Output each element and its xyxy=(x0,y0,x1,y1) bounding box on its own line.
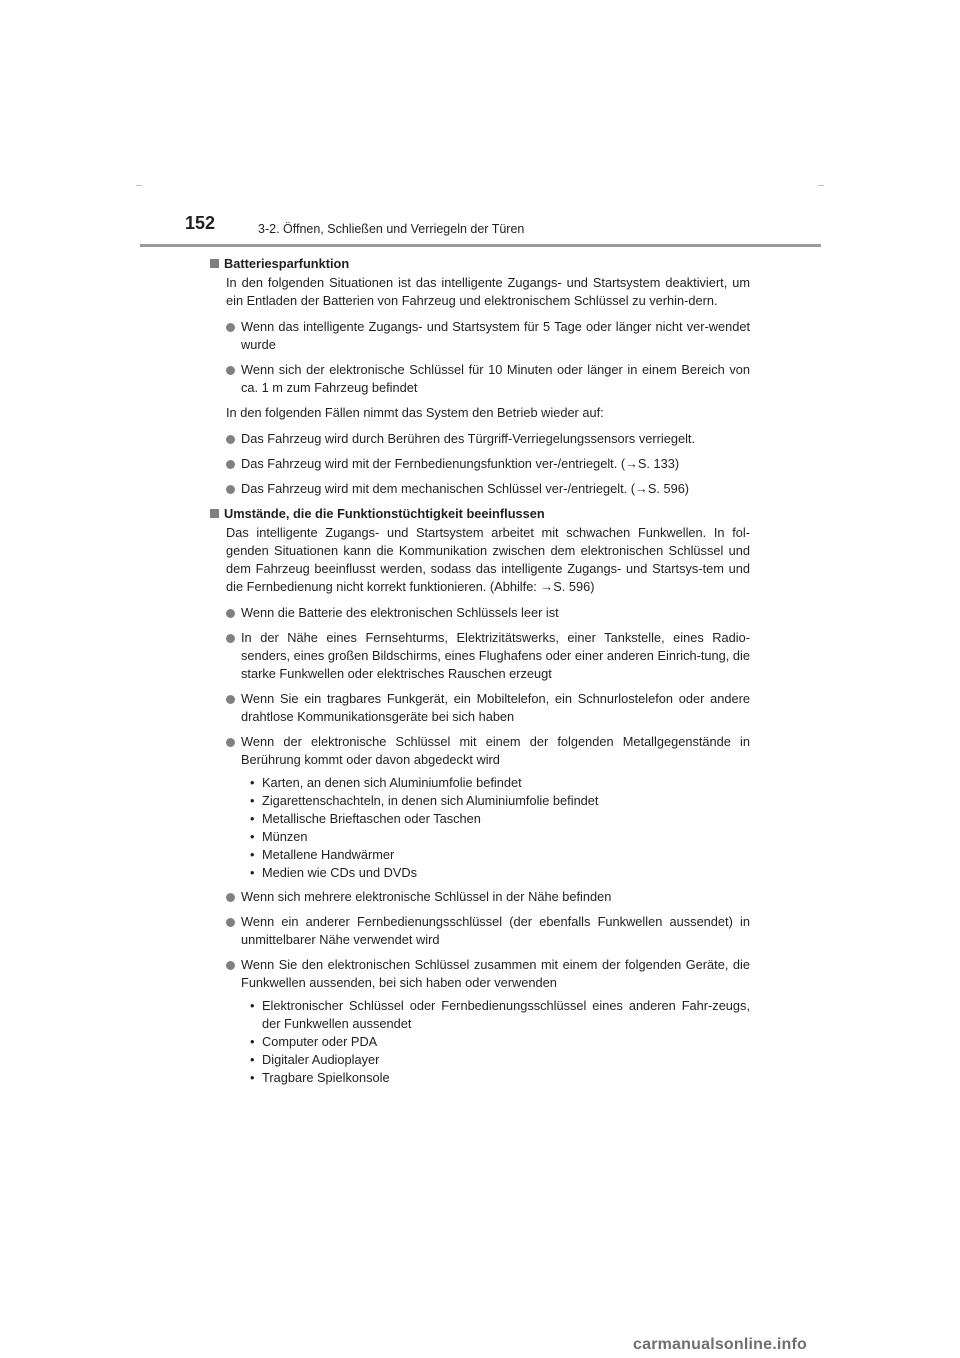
sub-list-item-text: Computer oder PDA xyxy=(262,1034,378,1049)
sub-list-item-text: Zigarettenschachteln, in denen sich Aluminiumfolie befindet xyxy=(262,793,599,808)
sub-list-item-text: Karten, an denen sich Aluminiumfolie befindet xyxy=(262,775,522,790)
sub-list-item-text: Digitaler Audioplayer xyxy=(262,1052,380,1067)
list-item xyxy=(226,733,750,769)
sub-list-item xyxy=(250,864,750,882)
bullet-point: • xyxy=(250,998,255,1013)
round-bullet-icon xyxy=(226,435,235,444)
round-bullet-icon xyxy=(226,460,235,469)
sub-list-item xyxy=(250,1051,750,1069)
watermark: carmanualsonline.info xyxy=(633,1336,808,1353)
bullet-point: • xyxy=(250,847,255,862)
list-item xyxy=(226,455,750,473)
list-item-text: Wenn der elektronische Schlüssel mit einem der folgenden Metallgegenstände in Berührung kommt oder davon abgedeckt wird xyxy=(241,734,750,767)
list-item xyxy=(226,956,750,992)
round-bullet-icon xyxy=(226,485,235,494)
square-bullet-icon xyxy=(210,509,219,518)
bullet-point: • xyxy=(250,1034,255,1049)
list-item xyxy=(226,913,750,949)
round-bullet-icon xyxy=(226,609,235,618)
crop-mark-right xyxy=(818,185,824,186)
paragraph: In den folgenden Fällen nimmt das System den Betrieb wieder auf: xyxy=(226,405,604,420)
bullet-point: • xyxy=(250,1052,255,1067)
sub-list-item xyxy=(250,997,750,1033)
section-heading xyxy=(210,255,750,273)
list-item-text: Wenn ein anderer Fernbedienungsschlüssel (der ebenfalls Funkwellen aussendet) in unmittelbarer Nähe verwendet wird xyxy=(241,914,750,947)
section-heading-text: Umstände, die die Funktionstüchtigkeit beeinflussen xyxy=(224,506,545,521)
sub-list-item xyxy=(250,1069,750,1087)
list-item-text: Wenn sich mehrere elektronische Schlüssel in der Nähe befinden xyxy=(241,889,612,904)
list-item xyxy=(226,604,750,622)
section xyxy=(210,255,750,498)
sub-list-item xyxy=(250,828,750,846)
round-bullet-icon xyxy=(226,323,235,332)
list-item xyxy=(226,888,750,906)
sub-list-item-text: Medien wie CDs und DVDs xyxy=(262,865,418,880)
paragraph: In den folgenden Situationen ist das intelligente Zugangs- und Startsystem deaktiviert, um ein Entladen der Batterien von Fahrzeug und elektronischem Schlüssel zu verhin-dern. xyxy=(226,275,750,308)
header-rule xyxy=(140,244,821,247)
list-item-text: Wenn die Batterie des elektronischen Schlüssels leer ist xyxy=(241,605,559,620)
page-number: 152 xyxy=(185,213,216,233)
list-item-text: Das Fahrzeug wird mit der Fernbedienungsfunktion ver-/entriegelt. (→S. 133) xyxy=(241,456,680,471)
list-item xyxy=(226,629,750,683)
square-bullet-icon xyxy=(210,259,219,268)
sub-list-item xyxy=(250,792,750,810)
list-item xyxy=(226,430,750,448)
sub-list xyxy=(250,997,750,1087)
round-bullet-icon xyxy=(226,634,235,643)
round-bullet-icon xyxy=(226,961,235,970)
list-item-text: Wenn Sie den elektronischen Schlüssel zusammen mit einem der folgenden Geräte, die Funkwellen aussenden, bei sich haben oder verwenden xyxy=(241,957,750,990)
paragraph: Das intelligente Zugangs- und Startsystem arbeitet mit schwachen Funkwellen. In fol-genden Situationen kann die Kommunikation zwischen dem elektronischen Schlüssel und dem Fahrzeug beeinflusst werden, sodass das intelligente Zugangs- und Startsys-tem und die Fernbedienung nicht korrekt funktionieren. (Abhilfe: →S. 596) xyxy=(226,525,750,594)
sub-list-item xyxy=(250,810,750,828)
section-heading xyxy=(210,505,750,523)
section-heading-text: Batteriesparfunktion xyxy=(224,256,350,271)
list-item xyxy=(226,361,750,397)
round-bullet-icon xyxy=(226,695,235,704)
sub-list-item-text: Tragbare Spielkonsole xyxy=(262,1070,390,1085)
list-item-text: Das Fahrzeug wird mit dem mechanischen Schlüssel ver-/entriegelt. (→S. 596) xyxy=(241,481,690,496)
sub-list-item-text: Metallische Brieftaschen oder Taschen xyxy=(262,811,481,826)
round-bullet-icon xyxy=(226,893,235,902)
bullet-point: • xyxy=(250,793,255,808)
list-item-text: Wenn sich der elektronische Schlüssel für 10 Minuten oder länger in einem Bereich von ca. 1 m zum Fahrzeug befindet xyxy=(241,362,750,395)
list-item-text: Wenn das intelligente Zugangs- und Startsystem für 5 Tage oder länger nicht ver-wendet wurde xyxy=(241,319,750,352)
bullet-point: • xyxy=(250,775,255,790)
bullet-point: • xyxy=(250,1070,255,1085)
section xyxy=(210,505,750,1087)
round-bullet-icon xyxy=(226,918,235,927)
list-item-text: Wenn Sie ein tragbares Funkgerät, ein Mobiltelefon, ein Schnurlostelefon oder andere drahtlose Kommunikationsgeräte bei sich haben xyxy=(241,691,750,724)
list-item-text: Das Fahrzeug wird durch Berühren des Türgriff-Verriegelungssensors verriegelt. xyxy=(241,431,696,446)
page-content xyxy=(210,255,750,1093)
bullet-point: • xyxy=(250,829,255,844)
round-bullet-icon xyxy=(226,738,235,747)
crop-mark-left xyxy=(136,185,142,186)
list-item xyxy=(226,318,750,354)
sub-list-item-text: Metallene Handwärmer xyxy=(262,847,395,862)
round-bullet-icon xyxy=(226,366,235,375)
section-title: 3-2. Öffnen, Schließen und Verriegeln der Türen xyxy=(258,222,525,236)
list-item xyxy=(226,480,750,498)
sub-list-item xyxy=(250,774,750,792)
sub-list-item-text: Münzen xyxy=(262,829,308,844)
list-item-text: In der Nähe eines Fernsehturms, Elektrizitätswerks, einer Tankstelle, eines Radio-senders, eines großen Bildschirms, eines Flughafens oder einer anderen Einrich-tung, die starke Funkwellen oder elektrisches Rauschen erzeugt xyxy=(241,630,750,681)
bullet-point: • xyxy=(250,811,255,826)
sub-list-item xyxy=(250,1033,750,1051)
bullet-point: • xyxy=(250,865,255,880)
sub-list-item-text: Elektronischer Schlüssel oder Fernbedienungsschlüssel eines anderen Fahr-zeugs, der Funkwellen aussendet xyxy=(262,998,750,1031)
list-item xyxy=(226,690,750,726)
sub-list xyxy=(250,774,750,882)
sub-list-item xyxy=(250,846,750,864)
